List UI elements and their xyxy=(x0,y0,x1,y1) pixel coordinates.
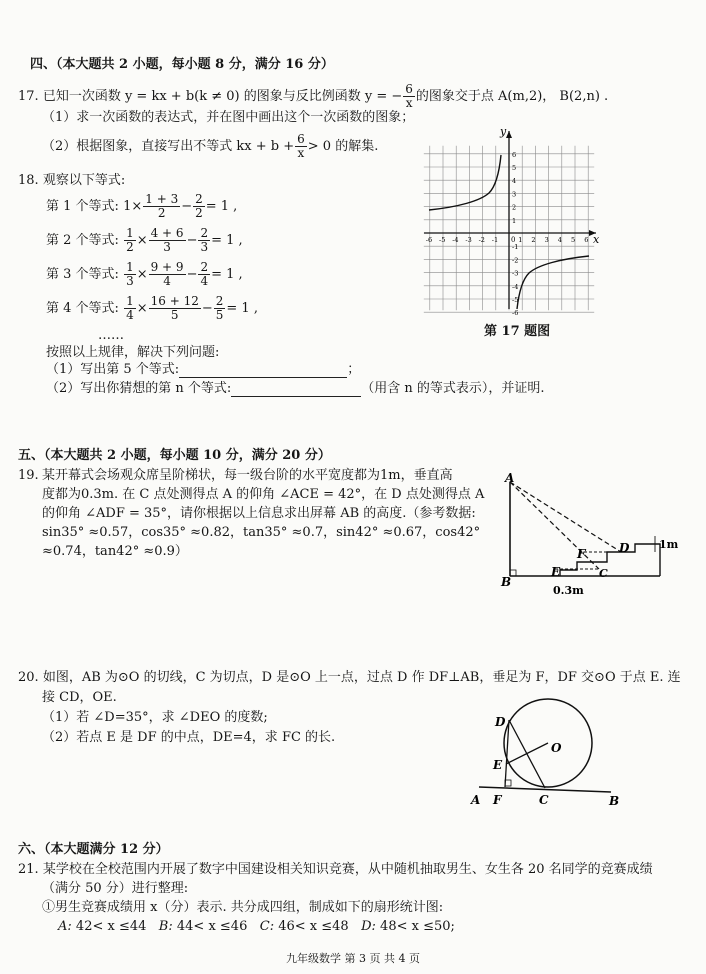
x-tick-label: 6 xyxy=(584,236,589,244)
hyperbola-branch-right xyxy=(517,256,589,309)
sightline-ac xyxy=(510,482,599,569)
y-tick-label: 4 xyxy=(512,177,517,186)
label-1m: 1m xyxy=(659,538,679,551)
q19-line-4: sin35° ≈0.57，cos35° ≈0.82，tan35° ≈0.7，sin42° ≈0.67，cos42° xyxy=(42,525,481,540)
y-tick-label: -4 xyxy=(512,282,519,291)
q17-coordinate-graph xyxy=(418,125,600,317)
x-tick-label: -3 xyxy=(465,236,472,244)
y-tick-label: -6 xyxy=(512,309,519,318)
y-tick-label: 5 xyxy=(512,164,517,172)
q20-part2: （2）若点 E 是 DF 的中点，DE=4，求 FC 的长. xyxy=(42,730,336,745)
y-tick-label: -3 xyxy=(512,269,519,278)
q20-line-1: 20. 如图，AB 为⊙O 的切线，C 为切点，D 是⊙O 上一点，过点 D 作 DF⊥AB，垂足为 F，DF 交⊙O 于点 E. 连 xyxy=(18,670,681,685)
q19-stadium-figure xyxy=(495,470,679,605)
q18-intro: 18. 观察以下等式: xyxy=(18,173,126,188)
q20-circle-figure xyxy=(465,690,625,815)
q17-stem-b: 的图象交于点 A(m,2)， B(2,n) . xyxy=(415,89,609,104)
q20-part1: （1）若 ∠D=35°，求 ∠DEO 的度数; xyxy=(42,710,268,725)
group-c: C: 46< x ≤48 xyxy=(259,919,349,934)
q18-part1: （1）写出第 5 个等式: ； xyxy=(46,362,361,377)
q21-groups xyxy=(58,919,455,935)
q19-number: 19. xyxy=(18,468,39,483)
label-f: F xyxy=(577,547,586,561)
q18-equation-1: 第 1 个等式: 1× $\frac{1 + 3}{2}$ − $\frac{2}{2}$ = 1 , xyxy=(46,192,238,220)
x-tick-label: 4 xyxy=(557,236,562,244)
label-e: E xyxy=(493,758,503,772)
q17-part1: （1）求一次函数的表达式，并在图中画出这个一次函数的图象； xyxy=(42,110,415,125)
y-axis-label: y xyxy=(500,125,507,138)
q21-line-1: 21. 某学校在全校范围内开展了数字中国建设相关知识竞赛，从中随机抽取男生、女生各 20 名同学的竞赛成绩 xyxy=(18,862,653,877)
section-4-title: 四、（本大题共 2 小题，每小题 8 分，满分 16 分） xyxy=(30,57,334,72)
group-d: D: 48< x ≤50; xyxy=(361,919,455,934)
label-a: A xyxy=(471,793,481,807)
q19-line-1: 某开幕式会场观众席呈阶梯状，每一级台阶的水平宽度都为1m，垂直高 xyxy=(42,468,453,483)
q18-equation-3: 第 3 个等式: $\frac{1}{3}$ × $\frac{9 + 9}{4}$ − $\frac{2}{4}$ = 1 , xyxy=(46,260,243,288)
label-f: F xyxy=(493,793,502,807)
q19-line-5: ≈0.74，tan42° ≈0.9） xyxy=(42,544,188,559)
q21-line-2: （满分 50 分）进行整理: xyxy=(42,881,189,896)
segment-eo xyxy=(506,743,548,764)
q17-part2-fraction: $\frac{6}{x}$ xyxy=(297,132,305,160)
q17-fraction: $\frac{6}{x}$ xyxy=(405,82,413,110)
y-tick-label: 1 xyxy=(512,216,517,225)
q19-line-3: 的仰角 ∠ADF = 35°，请你根据以上信息求出屏幕 AB 的高度.（参考数据: xyxy=(42,506,476,521)
hyperbola-branch-left xyxy=(429,155,501,210)
group-a: A: 42< x ≤44 xyxy=(58,919,147,934)
q18-rule: 按照以上规律，解决下列问题: xyxy=(46,345,220,360)
q19-line-2: 度都为0.3m. 在 C 点处测得点 A 的仰角 ∠ACE = 42°，在 D 点处测得点 A xyxy=(42,487,485,502)
x-tick-label: -4 xyxy=(452,236,459,244)
y-tick-label: 2 xyxy=(512,203,517,212)
label-d: D xyxy=(495,715,506,729)
page-footer: 九年级数学 第 3 页 共 4 页 xyxy=(286,952,420,965)
q21-line-3: ①男生竞赛成绩用 x（分）表示. 共分成四组，制成如下的扇形统计图: xyxy=(42,900,444,915)
origin-label: 0 xyxy=(511,236,516,244)
label-c: C xyxy=(599,567,608,580)
section-5-title: 五、（本大题共 2 小题，每小题 10 分，满分 20 分） xyxy=(18,448,331,463)
q17-stem-a: 已知一次函数 y = kx + b(k ≠ 0) 的图象与反比例函数 y = − xyxy=(42,89,403,104)
q17-stem xyxy=(18,83,608,110)
label-o: O xyxy=(551,741,562,755)
stairs xyxy=(560,544,660,576)
label-a: A xyxy=(505,471,515,485)
q18-answer-blank-1[interactable] xyxy=(179,377,347,378)
group-b: B: 44< x ≤46 xyxy=(158,919,248,934)
x-tick-label: 3 xyxy=(544,236,549,244)
y-tick-label: 3 xyxy=(512,190,517,199)
y-tick-label: -2 xyxy=(512,256,519,265)
x-tick-label: -5 xyxy=(439,236,446,244)
label-e: E xyxy=(551,565,561,579)
q17-figure-caption: 第 17 题图 xyxy=(484,324,551,339)
y-tick-label: 6 xyxy=(512,150,517,159)
x-tick-label: 5 xyxy=(571,236,576,244)
q18-ellipsis: …… xyxy=(98,328,124,343)
x-tick-label: 1 xyxy=(518,236,523,244)
sightline-ad xyxy=(510,482,621,552)
q18-equation-2: 第 2 个等式: $\frac{1}{2}$ × $\frac{4 + 6}{3}$ − $\frac{2}{3}$ = 1 , xyxy=(46,226,243,254)
section-6-title: 六、（本大题满分 12 分） xyxy=(18,842,169,857)
q18-answer-blank-2[interactable] xyxy=(231,396,361,397)
label-b: B xyxy=(501,575,512,589)
x-tick-label: -1 xyxy=(491,236,499,244)
x-axis-label: x xyxy=(593,233,600,246)
y-axis-arrow-icon xyxy=(506,131,512,138)
q17-number: 17. xyxy=(18,89,39,104)
q20-line-2: 接 CD，OE. xyxy=(42,690,117,705)
x-tick-label: -6 xyxy=(425,236,433,244)
q18-equation-4: 第 4 个等式: $\frac{1}{4}$ × $\frac{16 + 12}{5}$ − $\frac{2}{5}$ = 1 , xyxy=(46,294,258,322)
label-0-3m: 0.3m xyxy=(553,584,584,597)
label-b: B xyxy=(609,794,620,808)
q17-part2: （2）根据图象，直接写出不等式 kx + b + $\frac{6}{x}$ > 0 的解集. xyxy=(42,132,379,160)
x-tick-label: -2 xyxy=(478,236,485,244)
q18-part2: （2）写出你猜想的第 n 个等式: （用含 n 的等式表示），并证明. xyxy=(46,381,545,396)
y-tick-label: -5 xyxy=(512,296,519,304)
label-d: D xyxy=(619,541,630,555)
label-c: C xyxy=(539,793,549,807)
x-tick-label: 2 xyxy=(531,236,536,244)
y-tick-label: -1 xyxy=(512,243,519,252)
